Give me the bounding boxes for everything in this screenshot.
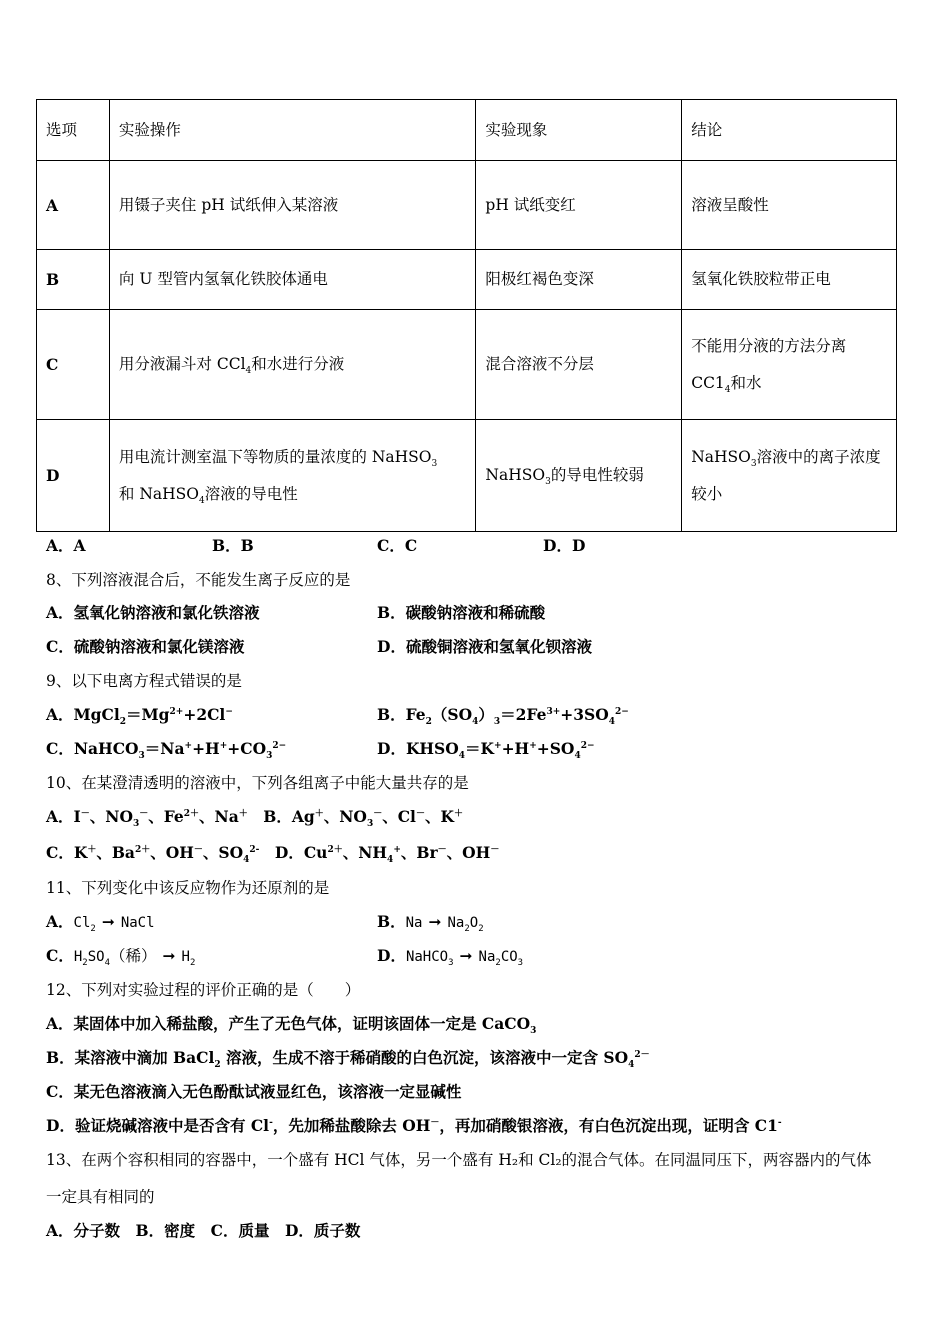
q11-stem: 11、下列变化中该反应物作为还原剂的是 — [46, 879, 330, 897]
q8-option-c[interactable]: C．硫酸钠溶液和氯化镁溶液 — [46, 637, 245, 656]
header-conclusion: 结论 — [682, 100, 897, 161]
row-option: D — [37, 420, 110, 532]
row-phenomenon: 阳极红褐色变深 — [476, 250, 682, 310]
q12-option-d[interactable]: D．验证烧碱溶液中是否含有 Cl-，先加稀盐酸除去 OH－，再加硝酸银溶液，有白色沉淀出现，证明含 C1- — [46, 1116, 782, 1135]
q7-option-d[interactable]: D．D — [543, 536, 586, 555]
row-option: A — [37, 161, 110, 250]
q13-stem-line1: 13、在两个容积相同的容器中，一个盛有 HCl 气体，另一个盛有 H₂和 Cl₂的混合气体。在同温同压下，两容器内的气体 — [46, 1151, 872, 1169]
q12-option-b[interactable]: B．某溶液中滴加 BaCl$_2$ 溶液，生成不溶于稀硝酸的白色沉淀，该溶液中一定含 $SO_4^{2-}$ — [46, 1048, 650, 1071]
arrow-icon: ➞ — [162, 947, 176, 965]
arrow-icon: ➞ — [101, 913, 115, 931]
q9-stem: 9、以下电离方程式错误的是 — [46, 672, 242, 690]
header-phenomenon: 实验现象 — [476, 100, 682, 161]
q11-option-b[interactable]: B．Na ➞ $Na_2O_2$ — [377, 912, 484, 934]
q10-options-ab[interactable]: A．I－、$NO_3^-$、$Fe^{2+}$、Na＋ B．Ag＋、$NO_3^-$、Cl－、K＋ — [46, 807, 463, 830]
q12-option-a[interactable]: A．某固体中加入稀盐酸，产生了无色气体，证明该固体一定是 CaCO$_3$ — [46, 1014, 537, 1037]
q7-option-b[interactable]: B．B — [212, 536, 254, 555]
q8-option-b[interactable]: B．碳酸钠溶液和稀硫酸 — [377, 603, 546, 622]
header-option: 选项 — [37, 100, 110, 161]
q7-option-c[interactable]: C．C — [377, 536, 418, 555]
row-operation: 用电流计测室温下等物质的量浓度的 NaHSO$_3$ 和 NaHSO$_4$溶液的导电性 — [109, 420, 476, 532]
q8-option-d[interactable]: D．硫酸铜溶液和氢氧化钡溶液 — [377, 637, 592, 656]
q11-option-c[interactable]: C．$H_2SO_4$（稀） ➞ $H_2$ — [46, 946, 196, 968]
row-option: B — [37, 250, 110, 310]
table-header-row — [37, 100, 897, 161]
header-operation: 实验操作 — [109, 100, 476, 161]
row-operation: 向 U 型管内氢氧化铁胶体通电 — [109, 250, 476, 310]
arrow-icon: ➞ — [428, 913, 442, 931]
experiment-table — [36, 99, 897, 532]
q7-option-a[interactable]: A．A — [46, 536, 86, 555]
row-phenomenon: 混合溶液不分层 — [476, 310, 682, 420]
table-row — [37, 310, 897, 420]
q9-option-d[interactable]: D．$KHSO_4=K^++H^++SO_4^{2-}$ — [377, 739, 595, 762]
table-row — [37, 250, 897, 310]
row-operation: 用分液漏斗对 CCl$_4$和水进行分液 — [109, 310, 476, 420]
q10-options-cd[interactable]: C．K＋、$Ba^{2+}$、OH－、$SO_4^{2-}$ D．$Cu^{2+}$、$NH_4^+$、Br－、OH－ — [46, 843, 500, 866]
q9-option-c[interactable]: C．$NaHCO_3=Na^++H^++CO_3^{2-}$ — [46, 739, 287, 762]
row-conclusion: 不能用分液的方法分离 $CC1_4$和水 — [682, 310, 897, 420]
q10-stem: 10、在某澄清透明的溶液中，下列各组离子中能大量共存的是 — [46, 774, 469, 792]
q13-options[interactable]: A．分子数 B．密度 C．质量 D．质子数 — [46, 1221, 361, 1240]
row-conclusion: NaHSO$_3$溶液中的离子浓度 较小 — [682, 420, 897, 532]
table-row — [37, 420, 897, 532]
q12-option-c[interactable]: C．某无色溶液滴入无色酚酞试液显红色，该溶液一定显碱性 — [46, 1082, 462, 1101]
row-phenomenon: pH 试纸变红 — [476, 161, 682, 250]
q8-option-a[interactable]: A．氢氧化钠溶液和氯化铁溶液 — [46, 603, 260, 622]
q11-option-d[interactable]: D．NaHCO$_3$ ➞ $Na_2CO_3$ — [377, 946, 524, 968]
row-conclusion: 氢氧化铁胶粒带正电 — [682, 250, 897, 310]
row-operation: 用镊子夹住 pH 试纸伸入某溶液 — [109, 161, 476, 250]
arrow-icon: ➞ — [459, 947, 473, 965]
q13-stem-line2: 一定具有相同的 — [46, 1188, 155, 1206]
q8-stem: 8、下列溶液混合后，不能发生离子反应的是 — [46, 571, 351, 589]
q9-option-a[interactable]: A．$MgCl_2=Mg^{2+}+2Cl^-$ — [46, 705, 233, 728]
row-option: C — [37, 310, 110, 420]
q12-stem: 12、下列对实验过程的评价正确的是（ ） — [46, 981, 361, 999]
q9-option-b[interactable]: B．$Fe_2(SO_4)_3=2Fe^{3+}+3SO_4^{2-}$ — [377, 705, 629, 728]
row-phenomenon: NaHSO$_3$的导电性较弱 — [476, 420, 682, 532]
table-row — [37, 161, 897, 250]
q11-option-a[interactable]: A．$Cl_2$ ➞ NaCl — [46, 912, 155, 934]
row-conclusion: 溶液呈酸性 — [682, 161, 897, 250]
